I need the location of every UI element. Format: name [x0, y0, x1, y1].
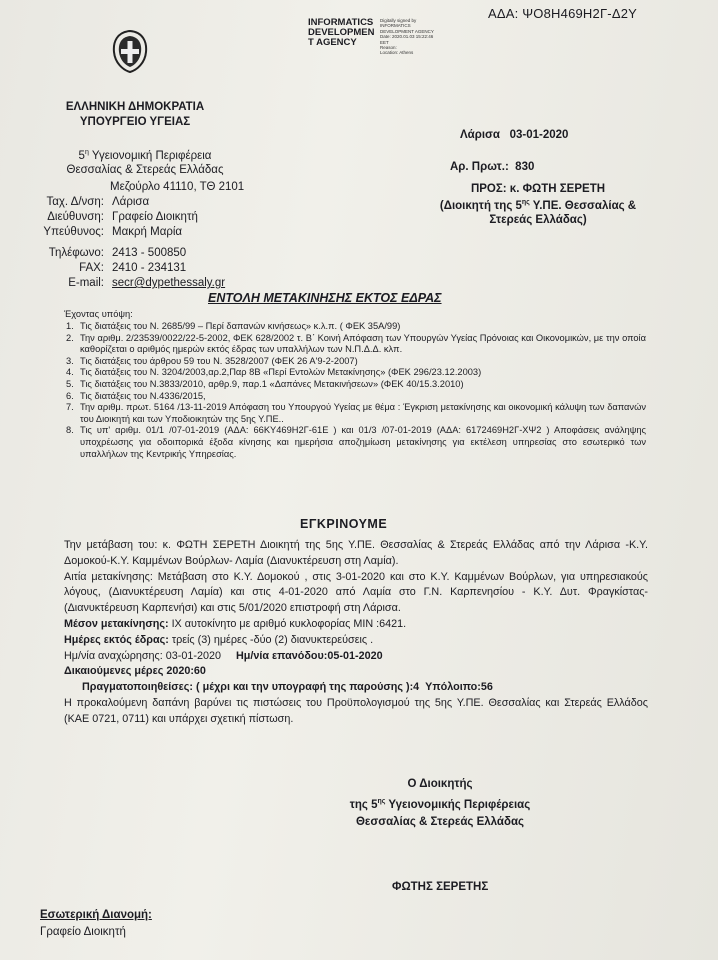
list-item: 5. Τις διατάξεις του Ν.3833/2010, αρθρ.9, παρ.1 «Δαπάνες Μετακινήσεων» (ΦΕΚ 40/15.3.2010)	[66, 378, 464, 389]
signature-meta: Digitally signed by INFORMATICS DEVELOPMENT AGENCY Date: 2020.01.03 15:22:46 EET Reason: Location: Athens	[380, 18, 434, 56]
closing-block: Ο Διοικητής της $5^{\eta\varsigma}$ Υγειονομικής Περιφέρειας Θεσσαλίας & Στερεάς Ελλάδας	[349, 778, 531, 828]
considerations-list	[66, 321, 646, 460]
dates-line: Ημ/νία αναχώρησης: 03-01-2020 Ημ/νία επανόδου:05-01-2020	[64, 649, 383, 662]
contact-row: E-mail: secr@dypethessaly.gr	[68, 277, 226, 289]
approve-heading: ΕΓΚΡΙΝΟΥΜΕ	[300, 517, 388, 531]
header-region: $5^\eta$ Υγειονομική Περιφέρεια Θεσσαλίας & Στερεάς Ελλάδας	[66, 149, 224, 177]
document-title: ΕΝΤΟΛΗ ΜΕΤΑΚΙΝΗΣΗΣ ΕΚΤΟΣ ΕΔΡΑΣ	[208, 291, 442, 305]
doc-place-date: Λάρισα 03-01-2020	[460, 129, 569, 141]
recipient: ΠΡΟΣ: κ. ΦΩΤΗ ΣΕΡΕΤΗ (Διοικητή της $5^{\eta\varsigma}$ Υ.ΠΕ. Θεσσαλίας & Στερεάς Ελλάδας)	[439, 183, 637, 226]
signer-name: ΦΩΤΗΣ ΣΕΡΕΤΗΣ	[392, 881, 489, 893]
header-address: Μεζούρλο 41110, ΤΘ 2101	[110, 181, 245, 193]
greek-emblem-icon	[107, 28, 153, 74]
order-details	[64, 538, 648, 728]
list-item: 7. Την αριθμ. πρωτ. 5164 /13-11-2019 Απόφαση του Υπουργού Υγείας με θέμα : Έγκριση μετακίνησης και οικονομική κάλυψη των δαπανών του Διοικητή και των Υποδιοικητών της 5ης Υ.ΠΕ..	[66, 402, 646, 424]
email-link: secr@dypethessaly.gr	[112, 277, 226, 289]
list-item: 3. Τις διατάξεις του άρθρου 59 του Ν. 3528/2007 (ΦΕΚ 26 Α'9-2-2007)	[66, 355, 358, 366]
days-line: Ημέρες εκτός έδρας: τρείς (3) ημέρες -δύο (2) διανυκτερεύσεις .	[64, 633, 374, 646]
list-item: 6. Τις διατάξεις του Ν.4336/2015,	[66, 390, 206, 401]
contact-row: Τηλέφωνο: 2413 - 500850	[48, 247, 187, 259]
internal-distribution-label: Εσωτερική Διανομή:	[40, 909, 152, 921]
internal-distribution-value: Γραφείο Διοικητή	[40, 926, 126, 938]
contact-block	[26, 195, 225, 291]
ada-code: ΑΔΑ: ΨΟ8Η469Η2Γ-Δ2Υ	[488, 6, 638, 21]
protocol-number: Αρ. Πρωτ.: 830	[450, 161, 535, 173]
budget-paragraph: Η προκαλούμενη δαπάνη βαρύνει τις πιστώσεις του Προϋπολογισμού της 5ης Υ.ΠΕ. Θεσσαλίας και Στερεάς Ελλάδος (ΚΑΕ 0721, 0711) και υπάρχει σχετική πίστωση.	[64, 696, 648, 725]
digital-signature-stamp	[308, 16, 458, 56]
list-item: 1. Τις διατάξεις του Ν. 2685/99 – Περί δαπανών κινήσεως» κ.λ.π. ( ΦΕΚ 35Α/99)	[66, 321, 401, 331]
entitled-line: Δικαιούμενες μέρες 2020:60	[64, 665, 206, 678]
list-item: 4. Τις διατάξεις του Ν. 3204/2003,αρ.2,Παρ 8Β «Περί Εντολών Μετακίνησης» (ΦΕΚ 296/23.12.2003)	[66, 367, 482, 378]
done-line: Πραγματοποιηθείσες: ( μέχρι και την υπογραφή της παρούσης ):4 Υπόλοιπο:56	[82, 681, 493, 694]
contact-row: FAX: 2410 - 234131	[79, 262, 187, 274]
signature-org: INFORMATICS DEVELOPMEN T AGENCY	[308, 17, 375, 48]
movement-paragraph: Την μετάβαση του: κ. ΦΩΤΗ ΣΕΡΕΤΗ Διοικητή της 5ης Υ.ΠΕ. Θεσσαλίας & Στερεάς Ελλάδας από την Λάρισα -Κ.Υ. Δομοκού-Κ.Υ. Καμμένων Βούρλων- Λαμία (Διανυκτέρευση στη Λαμία).	[64, 539, 648, 567]
reason-paragraph: Αιτία μετακίνησης: Μετάβαση στο Κ.Υ. Δομοκού , στις 3-01-2020 και στο Κ.Υ. Καμμένων Βούρλων, για υπηρεσιακούς λόγους, (Διανυκτέρευση Λαμία) και στις 4-01-2020 από Λαμία στο Γ.Ν. Καρπενησίου - Κ.Υ. Δυτ. Φραγκίστας-(Διανυκτέρευση Καρπενήσι) και στις 5/01/2020 επιστροφή στη Λάρισα.	[64, 570, 648, 615]
list-item: 8. Τις υπ' αριθμ. 01/1 /07-01-2019 (ΑΔΑ: 66ΚΥ469Η2Γ-61Ε ) και 01/3 /07-01-2019 (ΑΔΑ: 6172469Η2Γ-ΧΨ2 ) Αποφάσεις ανάληψης υποχρέωσης για οδοιπορικά έξοδα κίνησης και ημερήσια αποζημίωση μετακίνησης για εκτέλεση υπηρεσίας στο εσωτερικό των υπαλλήλων της Κεντρικής Υπηρεσίας.	[66, 425, 646, 459]
contact-row: Υπεύθυνος: Μακρή Μαρία	[43, 226, 183, 238]
considering-label: Έχοντας υπόψη:	[64, 309, 133, 319]
header-republic: ΕΛΛΗΝΙΚΗ ΔΗΜΟΚΡΑΤΙΑ ΥΠΟΥΡΓΕΙΟ ΥΓΕΙΑΣ	[65, 101, 205, 128]
contact-row: Διεύθυνση: Γραφείο Διοικητή	[47, 211, 198, 223]
means-line: Μέσον μετακίνησης: ΙΧ αυτοκίνητο με αριθμό κυκλοφορίας ΜΙΝ :6421.	[64, 617, 407, 630]
contact-row: Ταχ. Δ/νση: Λάρισα	[46, 196, 150, 208]
list-item: 2. Την αριθμ. 2/23539/0022/22-5-2002, ΦΕΚ 628/2002 τ. Β΄ Κοινή Απόφαση των Υπουργών Υγείας Πρόνοιας και Οικονομικών, με την οποία καθορίζεται ο αριθμός ημερών εκτός έδρας των υπαλλήλων των Ν.Π.Δ.Δ. κλπ.	[66, 332, 646, 355]
